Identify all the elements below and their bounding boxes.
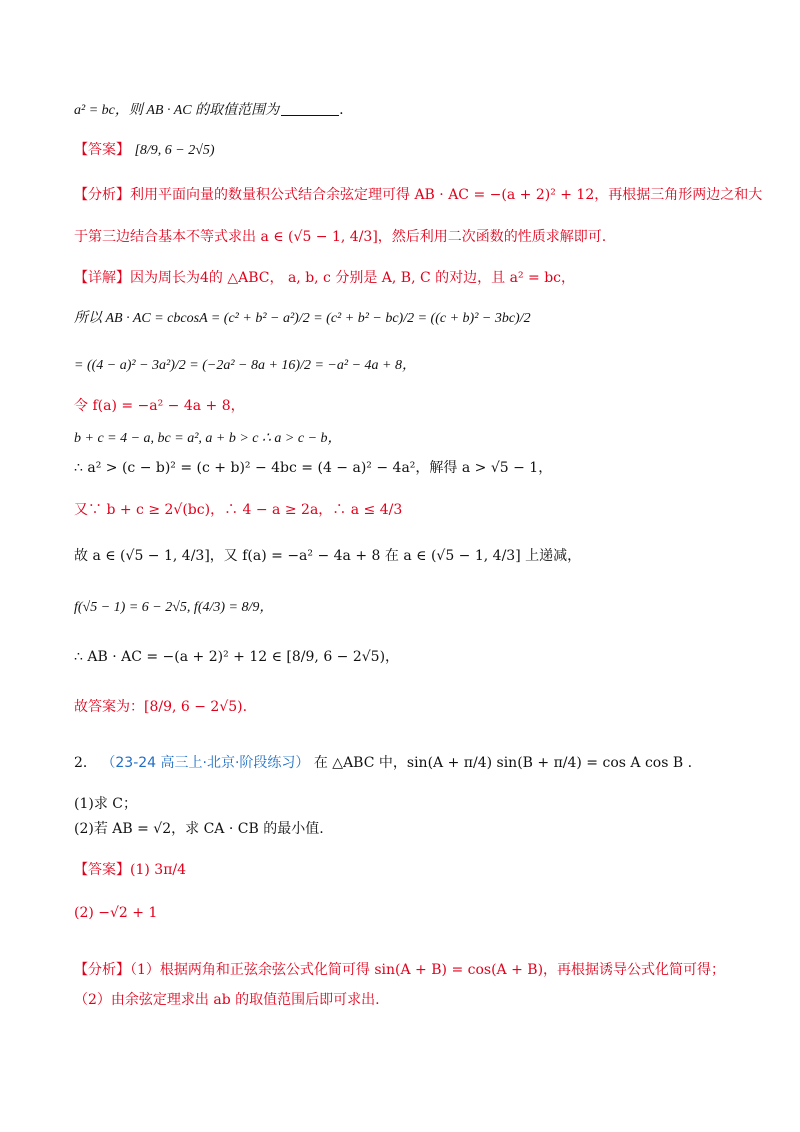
answer-value: [8/9, 6 − 2√5) [134,143,215,158]
problem1-detail-5 [74,458,730,478]
problem2-part2 [74,819,730,839]
answer-label: 【答案】 [74,142,130,158]
problem2-analysis1 [74,960,730,980]
answer-label: 【答案】 [74,862,130,878]
problem-number: 2． [74,755,97,771]
problem1-stem-tail [74,100,730,121]
problem1-detail-9 [74,647,730,667]
detail-text: = ((4 − a)² − 3a²)/2 = (−2a² − 8a + 16)/2 = −a² − 4a + 8， [74,358,416,373]
detail-text: 故 a ∈ (√5 − 1, 4/3]，又 f(a) = −a² − 4a + 8 在 a ∈ (√5 − 1, 4/3] 上递减， [74,548,582,564]
answer-blank [281,101,339,116]
problem1-answer [74,140,730,161]
stem-text: a² = bc，则 AB · AC 的取值范围为 [74,103,280,118]
problem1-detail-3 [74,396,730,416]
detail-text: ∴ AB · AC = −(a + 2)² + 12 ∈ [8/9, 6 − 2√5)， [74,649,400,665]
part-text: (1)求 C； [74,796,137,812]
part-text: (2)若 AB = √2，求 CA · CB 的最小值. [74,821,324,837]
analysis-label: 【分析】 [74,962,130,978]
analysis-text: 于第三边结合基本不等式求出 a ∈ (√5 − 1, 4/3]，然后利用二次函数的性质求解即可. [74,229,607,245]
problem2-answer1 [74,860,730,880]
problem1-detail-4 [74,428,730,449]
detail-text: 又∵ b + c ≥ 2√(bc)，∴ 4 − a ≥ 2a，∴ a ≤ 4/3 [74,502,403,518]
problem-stem: 在 △ABC 中，sin(A + π/4) sin(B + π/4) = cos A cos B . [313,755,693,771]
problem1-detail-1 [74,308,730,329]
analysis-text: （2）由余弦定理求出 ab 的取值范围后即可求出. [74,992,380,1008]
problem1-detail-0 [74,268,730,288]
problem1-detail-6 [74,500,730,520]
analysis-label: 【分析】 [74,187,130,203]
answer-value: (1) 3π/4 [130,862,187,878]
problem1-detail-10 [74,697,730,717]
analysis-text: 利用平面向量的数量积公式结合余弦定理可得 AB · AC = −(a + 2)² + 12，再根据三角形两边之和大 [130,187,763,203]
detail-text: 令 f(a) = −a² − 4a + 8， [74,398,245,414]
problem2-answer2 [74,903,730,923]
problem1-detail-8 [74,597,730,618]
problem2-stem [74,753,730,773]
problem1-analysis-line2 [74,227,730,247]
answer-value: (2) −√2 + 1 [74,905,158,921]
problem-source: （23-24 高三上·北京·阶段练习） [101,755,310,771]
detail-text: f(√5 − 1) = 6 − 2√5, f(4/3) = 8/9， [74,600,274,615]
stem-end: . [339,102,344,118]
problem1-analysis-line1 [74,185,763,205]
problem1-detail-7 [74,546,730,566]
detail-text: 所以 AB · AC = cbcosA = (c² + b² − a²)/2 = (c² + b² − bc)/2 = ((c + b)² − 3bc)/2 [74,311,531,326]
problem2-part1 [74,794,730,814]
detail-text: 因为周长为4的 △ABC， a, b, c 分别是 A, B, C 的对边，且 a² = bc， [130,270,575,286]
problem1-detail-2 [74,355,730,376]
detail-text: ∴ a² > (c − b)² = (c + b)² − 4bc = (4 − a)² − 4a²，解得 a > √5 − 1， [74,460,553,476]
detail-text: 故答案为：[8/9, 6 − 2√5). [74,699,248,715]
problem2-analysis2 [74,990,730,1010]
detail-label: 【详解】 [74,270,130,286]
analysis-text: （1）根据两角和正弦余弦公式化简可得 sin(A + B) = cos(A + B)，再根据诱导公式化简可得； [130,962,726,978]
detail-text: b + c = 4 − a, bc = a², a + b > c ∴ a > c − b， [74,431,342,446]
